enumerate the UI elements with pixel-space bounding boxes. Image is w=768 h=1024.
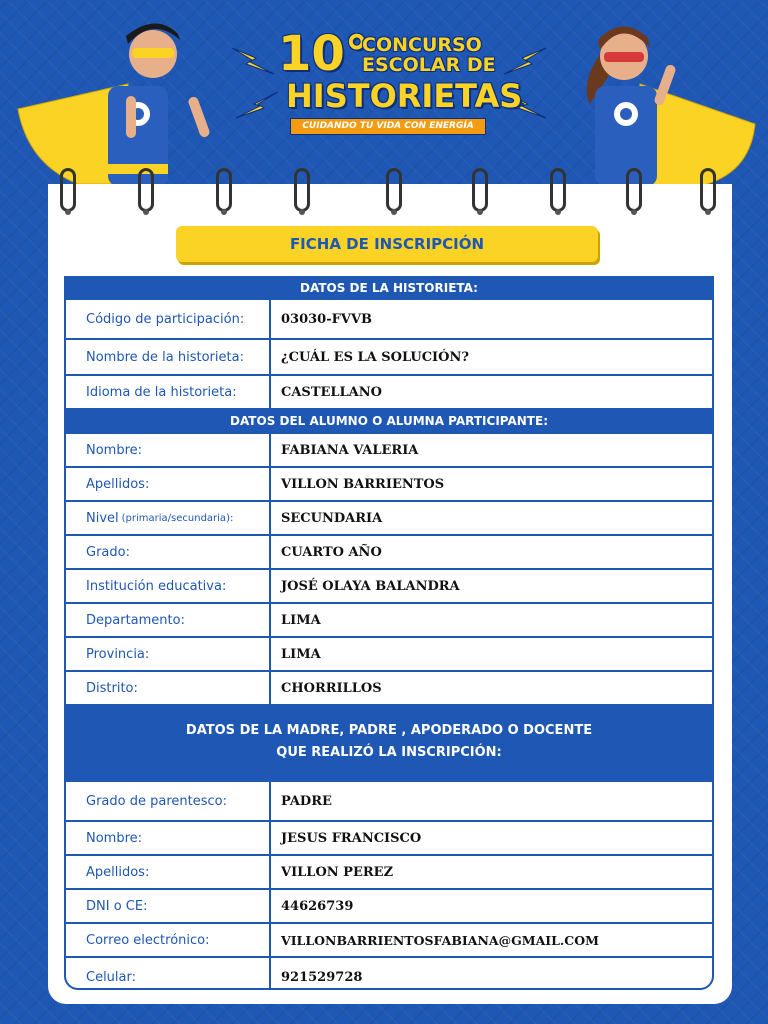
field-label-level bbox=[66, 502, 271, 534]
logo-line-historietas: HISTORIETAS bbox=[286, 77, 523, 115]
form-row bbox=[66, 568, 712, 602]
lightning-bolt-icon bbox=[502, 44, 548, 78]
field-value-grade[interactable]: CUARTO AÑO bbox=[281, 544, 382, 560]
form-row bbox=[66, 374, 712, 408]
ring-icon bbox=[294, 168, 310, 212]
field-label: Grado: bbox=[66, 536, 271, 568]
boy-hero-illustration bbox=[8, 14, 233, 190]
form-row bbox=[66, 466, 712, 500]
field-value-dni[interactable]: 44626739 bbox=[281, 898, 354, 914]
form-row bbox=[66, 854, 712, 888]
form-row bbox=[66, 298, 712, 338]
form-row bbox=[66, 636, 712, 670]
field-value-district[interactable]: CHORRILLOS bbox=[281, 680, 382, 696]
field-label: Provincia: bbox=[66, 638, 271, 670]
logo-tagline: CUIDANDO TU VIDA CON ENERGÍA bbox=[290, 118, 486, 135]
field-value-guardian-name[interactable]: JESUS FRANCISCO bbox=[281, 830, 422, 846]
form-row bbox=[66, 602, 712, 636]
ring-icon bbox=[550, 168, 566, 212]
field-label: Departamento: bbox=[66, 604, 271, 636]
field-label: Celular: bbox=[66, 958, 271, 990]
form-title: FICHA DE INSCRIPCIÓN bbox=[176, 226, 598, 262]
form-row bbox=[66, 338, 712, 374]
field-label: Distrito: bbox=[66, 672, 271, 704]
lightning-bolt-icon bbox=[230, 44, 276, 78]
field-label: Institución educativa: bbox=[66, 570, 271, 602]
form-row bbox=[66, 534, 712, 568]
ring-icon bbox=[700, 168, 716, 212]
section-heading-student: DATOS DEL ALUMNO O ALUMNA PARTICIPANTE: bbox=[66, 408, 712, 432]
header bbox=[0, 0, 768, 190]
form-row bbox=[66, 888, 712, 922]
ring-icon bbox=[138, 168, 154, 212]
field-value-student-surnames[interactable]: VILLON BARRIENTOS bbox=[281, 476, 445, 492]
field-value-comic-language[interactable]: CASTELLANO bbox=[281, 384, 382, 400]
field-value-comic-name[interactable]: ¿CUÁL ES LA SOLUCIÓN? bbox=[281, 349, 469, 365]
field-label: Nombre: bbox=[66, 434, 271, 466]
section-heading-comic: DATOS DE LA HISTORIETA: bbox=[66, 278, 712, 298]
field-value-relationship[interactable]: PADRE bbox=[281, 793, 332, 809]
field-value-level[interactable]: SECUNDARIA bbox=[281, 510, 383, 526]
field-label: Nivel bbox=[86, 510, 119, 526]
registration-form bbox=[64, 276, 714, 990]
form-row bbox=[66, 780, 712, 820]
field-value-school[interactable]: JOSÉ OLAYA BALANDRA bbox=[281, 578, 460, 594]
contest-logo bbox=[230, 18, 550, 138]
form-row bbox=[66, 922, 712, 956]
field-label: Grado de parentesco: bbox=[66, 782, 271, 820]
field-value-guardian-surnames[interactable]: VILLON PEREZ bbox=[281, 864, 394, 880]
field-label: Apellidos: bbox=[66, 856, 271, 888]
field-value-phone[interactable]: 921529728 bbox=[281, 969, 363, 985]
logo-line-escolar: ESCOLAR DE bbox=[362, 54, 496, 76]
form-row bbox=[66, 500, 712, 534]
field-label: Correo electrónico: bbox=[66, 924, 271, 956]
field-label: DNI o CE: bbox=[66, 890, 271, 922]
field-label: Código de participación: bbox=[66, 300, 271, 338]
logo-line-concurso: CONCURSO bbox=[362, 34, 482, 56]
field-label: Nombre: bbox=[66, 822, 271, 854]
logo-edition-number: 10° bbox=[278, 26, 369, 82]
field-label: Nombre de la historieta: bbox=[66, 340, 271, 374]
spiral-binding bbox=[48, 168, 732, 216]
field-label-note: (primaria/secundaria): bbox=[121, 512, 234, 524]
ring-icon bbox=[472, 168, 488, 212]
form-row bbox=[66, 820, 712, 854]
field-value-province[interactable]: LIMA bbox=[281, 646, 321, 662]
girl-hero-illustration bbox=[560, 14, 765, 190]
field-label: Apellidos: bbox=[66, 468, 271, 500]
field-value-department[interactable]: LIMA bbox=[281, 612, 321, 628]
ring-icon bbox=[386, 168, 402, 212]
ring-icon bbox=[60, 168, 76, 212]
section-heading-guardian bbox=[66, 704, 712, 780]
form-row bbox=[66, 670, 712, 704]
section-heading-guardian-line1: DATOS DE LA MADRE, PADRE , APODERADO O DOCENTE bbox=[185, 723, 593, 738]
field-value-email[interactable]: VILLONBARRIENTOSFABIANA@GMAIL.COM bbox=[281, 932, 599, 948]
field-value-student-name[interactable]: FABIANA VALERIA bbox=[281, 442, 419, 458]
form-row bbox=[66, 432, 712, 466]
lightning-bolt-icon bbox=[234, 88, 280, 122]
field-label: Idioma de la historieta: bbox=[66, 376, 271, 408]
form-row bbox=[66, 956, 712, 990]
section-heading-guardian-line2: QUE REALIZÓ LA INSCRIPCIÓN: bbox=[276, 745, 502, 760]
ring-icon bbox=[626, 168, 642, 212]
ring-icon bbox=[216, 168, 232, 212]
field-value-participation-code[interactable]: 03030-FVVB bbox=[281, 311, 373, 327]
